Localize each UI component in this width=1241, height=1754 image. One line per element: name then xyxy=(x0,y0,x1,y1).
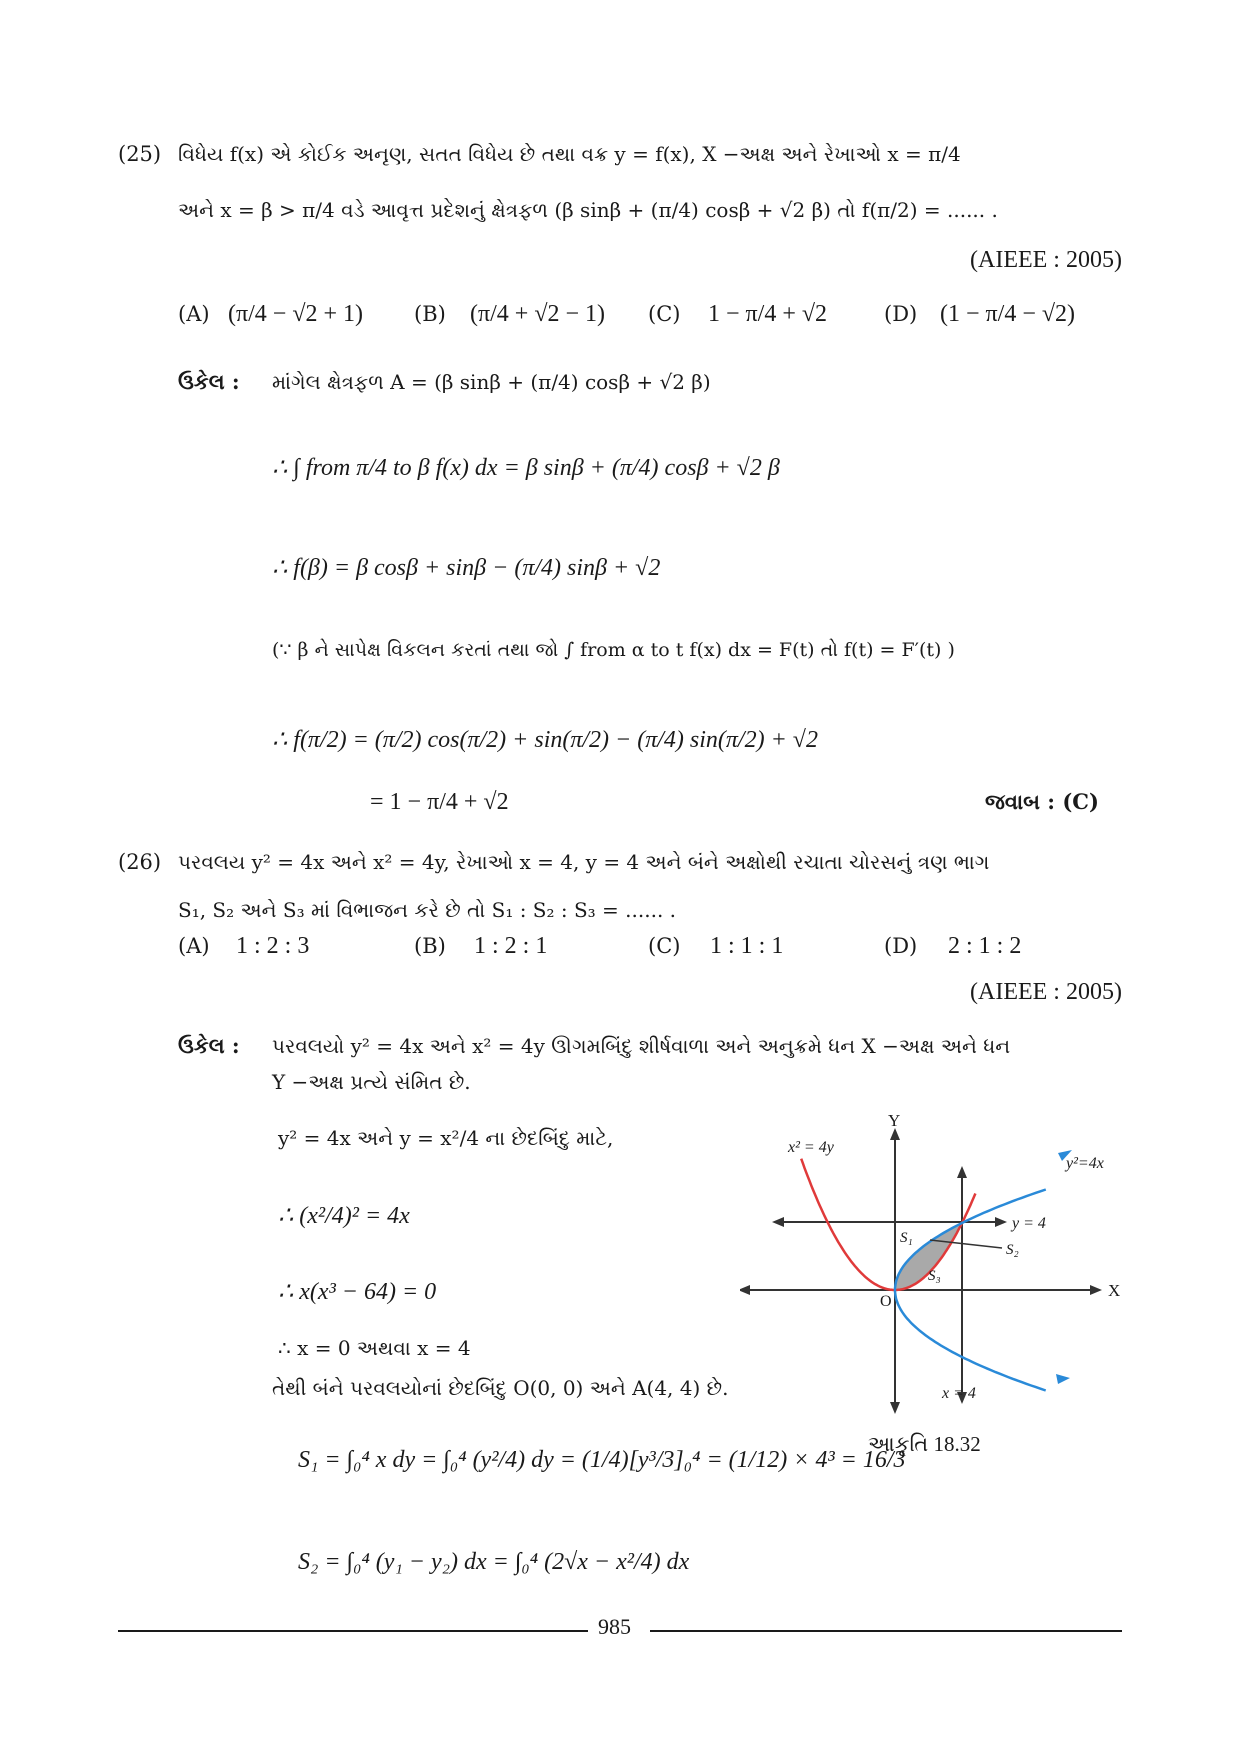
q25-option-a-text: (π/4 − √2 + 1) xyxy=(228,301,364,327)
q25-option-b-label: (B) xyxy=(414,302,446,326)
q25-option-b-text: (π/4 + √2 − 1) xyxy=(470,301,606,327)
q25-solution-line1: માંગેલ ક્ષેત્રફળ A = (β sinβ + (π/4) cosβ + √2 β) xyxy=(272,370,711,394)
line-y-4-arrow-right xyxy=(995,1217,1007,1227)
q26-solution-label: ઉકેલ : xyxy=(178,1033,240,1058)
parabola-x2-4y xyxy=(801,1159,975,1290)
line-x-4-arrow-up xyxy=(957,1166,967,1178)
q26-option-a-label: (A) xyxy=(178,934,210,958)
q25-option-c-label: (C) xyxy=(648,302,681,326)
q26-solution-line2: y² = 4x અને y = x²/4 ના છેદબિંદુ માટે, xyxy=(278,1126,614,1150)
q26-solution-line4: ∴ x(x³ − 64) = 0 xyxy=(278,1279,437,1305)
q25-stem-line1: વિધેય f(x) એ કોઈક અનૃણ, સતત વિધેય છે તથા વક્ર y = f(x), X −અક્ષ અને રેખાઓ x = π/4 xyxy=(178,142,961,166)
label-y-4: y = 4 xyxy=(1012,1215,1046,1232)
q26-solution-line6: તેથી બંને પરવલયોનાં છેદબિંદુ O(0, 0) અને A(4, 4) છે. xyxy=(272,1376,729,1400)
q25-solution-line4: (∵ β ને સાપેક્ષ વિકલન કરતાં તથા જો ∫ from α to t f(x) dx = F(t) તો f(t) = F′(t) ) xyxy=(272,639,955,661)
q25-solution-label: ઉકેલ : xyxy=(178,369,240,394)
q25-solution-line5: ∴ f(π/2) = (π/2) cos(π/2) + sin(π/2) − (π/4) sin(π/2) + √2 xyxy=(272,727,818,753)
q26-stem-line1: પરવલય y² = 4x અને x² = 4y, રેખાઓ x = 4, y = 4 અને બંને અક્ષોથી રચાતા ચોરસનું ત્રણ ભાગ xyxy=(178,850,990,874)
q26-stem-line2: S₁, S₂ અને S₃ માં વિભાજન કરે છે તો S₁ : S₂ : S₃ = ...... . xyxy=(178,898,677,922)
q26-option-d-label: (D) xyxy=(884,934,918,958)
label-x2-4y: x² = 4y xyxy=(788,1139,834,1156)
label-origin: O xyxy=(880,1293,892,1310)
q26-option-d-text: 2 : 1 : 2 xyxy=(948,933,1022,959)
q25-solution-line6: = 1 − π/4 + √2 xyxy=(370,789,509,815)
q26-option-b-label: (B) xyxy=(414,934,446,958)
q26-option-c-text: 1 : 1 : 1 xyxy=(710,933,784,959)
q25-source: (AIEEE : 2005) xyxy=(970,247,1122,273)
q26-solution-line3: ∴ (x²/4)² = 4x xyxy=(278,1203,410,1229)
label-x-4: x = 4 xyxy=(942,1385,976,1402)
q25-option-c-text: 1 − π/4 + √2 xyxy=(708,301,828,327)
label-s2: S₂ xyxy=(1006,1242,1019,1258)
page-number: 985 xyxy=(598,1614,631,1639)
figure-caption: આકૃતિ 18.32 xyxy=(868,1432,981,1456)
q26-source: (AIEEE : 2005) xyxy=(970,979,1122,1005)
q26-solution-line7: S₁ = ∫₀⁴ x dy = ∫₀⁴ (y²/4) dy = (1/4)[y³/3]₀⁴ = (1/12) × 4³ = 16/3 xyxy=(298,1447,906,1473)
label-axis-x: X xyxy=(1108,1281,1121,1300)
q26-solution-line8: S₂ = ∫₀⁴ (y₁ − y₂) dx = ∫₀⁴ (2√x − x²/4) dx xyxy=(298,1549,690,1575)
q25-option-d-text: (1 − π/4 − √2) xyxy=(940,301,1076,327)
q25-solution-line2: ∴ ∫ from π/4 to β f(x) dx = β sinβ + (π/4) cosβ + √2 β xyxy=(272,455,780,481)
q26-option-c-label: (C) xyxy=(648,934,681,958)
label-axis-y: Y xyxy=(888,1111,901,1130)
footer-rule-right xyxy=(650,1630,1122,1632)
x-axis-arrow-right xyxy=(1090,1285,1102,1295)
q26-option-a-text: 1 : 2 : 3 xyxy=(236,933,310,959)
q25-option-a-label: (A) xyxy=(178,302,210,326)
footer-rule-left xyxy=(118,1630,588,1632)
q25-solution-line3: ∴ f(β) = β cosβ + sinβ − (π/4) sinβ + √2 xyxy=(272,555,661,581)
x-axis-arrow-left xyxy=(740,1285,750,1295)
q25-stem-line2: અને x = β > π/4 વડે આવૃત્ત પ્રદેશનું ક્ષેત્રફળ (β sinβ + (π/4) cosβ + √2 β) તો f(π/2) = ...... . xyxy=(178,198,998,222)
label-s1: S₁ xyxy=(900,1230,913,1246)
q25-answer: જવાબ : (C) xyxy=(985,789,1099,814)
q25-option-d-label: (D) xyxy=(884,302,918,326)
blue-arrow-lower xyxy=(1056,1374,1070,1384)
label-s3: S₃ xyxy=(928,1268,941,1284)
label-y2-4x: y²=4x xyxy=(1066,1155,1104,1172)
q26-solution-line1b: Y −અક્ષ પ્રત્યે સંમિત છે. xyxy=(272,1070,471,1094)
q26-solution-line1: પરવલયો y² = 4x અને x² = 4y ઊગમબિંદુ શીર્ષવાળા અને અનુક્રમે ધન X −અક્ષ અને ધન xyxy=(272,1034,1011,1058)
q26-solution-line5: ∴ x = 0 અથવા x = 4 xyxy=(278,1336,471,1360)
q26-option-b-text: 1 : 2 : 1 xyxy=(474,933,548,959)
q26-number: (26) xyxy=(118,850,162,874)
y-axis-arrow-down xyxy=(890,1402,900,1414)
line-y-4-arrow-left xyxy=(772,1217,784,1227)
q25-number: (25) xyxy=(118,142,162,166)
